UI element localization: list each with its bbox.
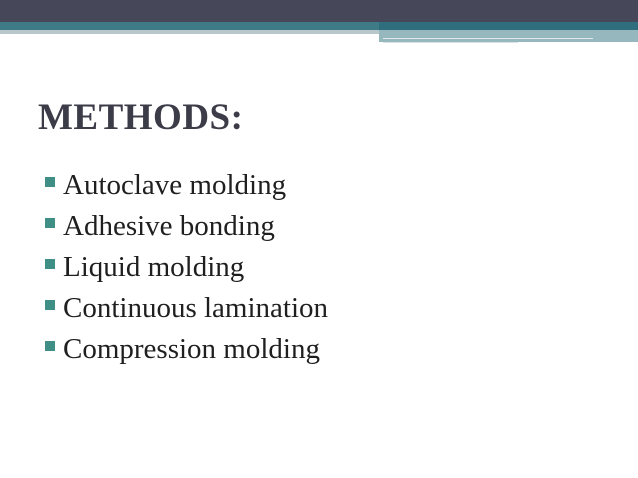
list-item: [45, 287, 328, 328]
list-item-label: Liquid molding: [63, 250, 245, 283]
header-thin-line: [383, 38, 593, 39]
header-dark-bar: [0, 0, 638, 22]
square-bullet-icon: [45, 341, 55, 351]
header-thin-line: [383, 42, 518, 43]
square-bullet-icon: [45, 218, 55, 228]
list-item: [45, 164, 328, 205]
header-light-strip-right: [379, 30, 638, 42]
list-item-label: Adhesive bonding: [63, 209, 275, 242]
header-light-strip-left: [0, 30, 379, 34]
square-bullet-icon: [45, 259, 55, 269]
square-bullet-icon: [45, 300, 55, 310]
bullet-list: [45, 164, 328, 369]
list-item: [45, 205, 328, 246]
list-item: [45, 246, 328, 287]
slide-title: METHODS:: [38, 97, 244, 138]
list-item: [45, 328, 328, 369]
list-item-label: Autoclave molding: [63, 168, 287, 201]
list-item-label: Compression molding: [63, 332, 320, 365]
square-bullet-icon: [45, 177, 55, 187]
list-item-label: Continuous lamination: [63, 291, 329, 324]
header-teal-strip-left: [0, 22, 379, 30]
header-teal-strip-right: [379, 22, 638, 30]
